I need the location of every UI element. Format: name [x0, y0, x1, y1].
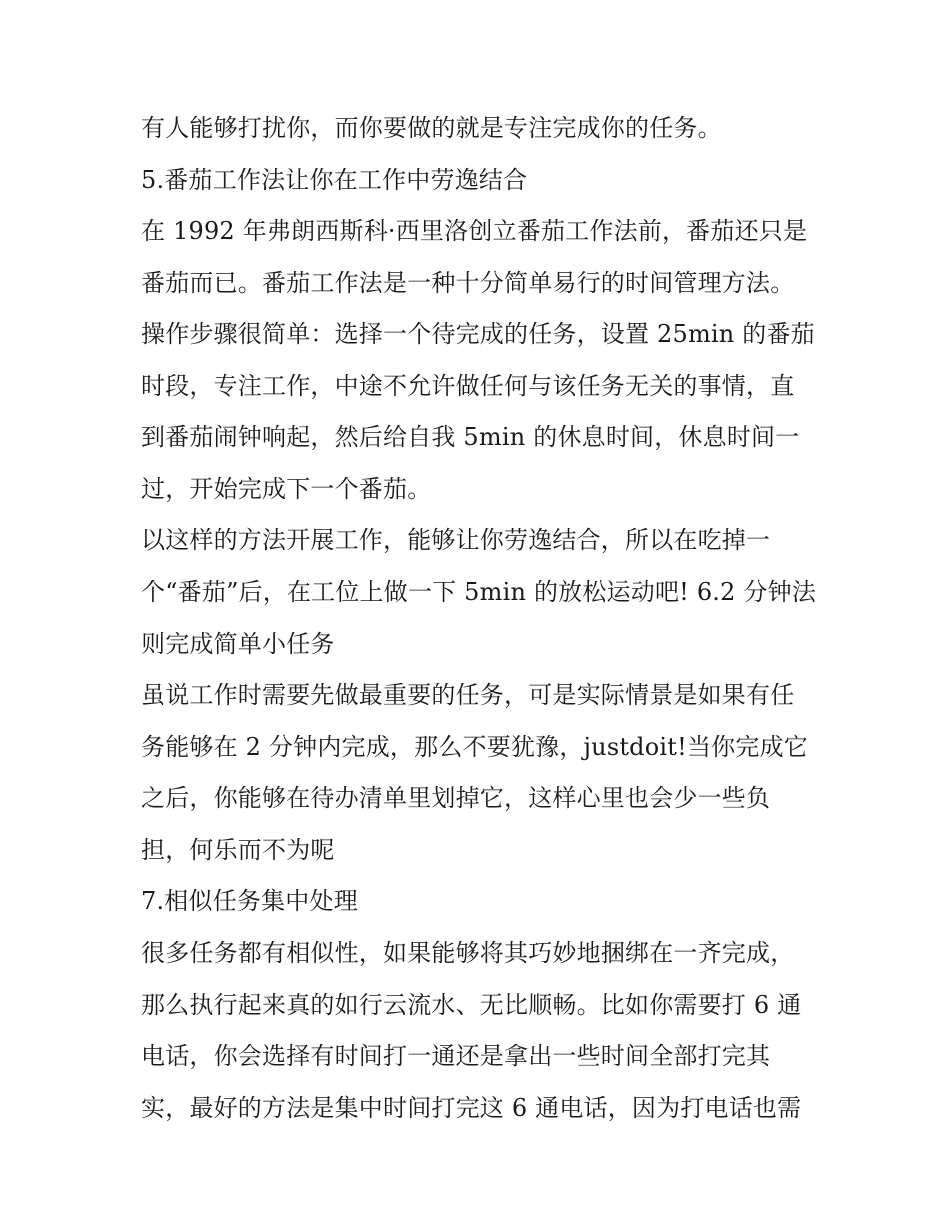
text-line: 操作步骤很简单：选择一个待完成的任务，设置 25min 的番茄 — [141, 320, 815, 348]
text-line: 务能够在 2 分钟内完成，那么不要犹豫，justdoit!当你完成它 — [141, 733, 808, 761]
text-line: 个“番茄”后，在工位上做一下 5min 的放松运动吧! 6.2 分钟法 — [141, 578, 817, 606]
text-line: 虽说工作时需要先做最重要的任务，可是实际情景是如果有任 — [141, 681, 795, 709]
text-line: 很多任务都有相似性，如果能够将其巧妙地捆绑在一齐完成， — [141, 939, 795, 967]
text-line: 电话，你会选择有时间打一通还是拿出一些时间全部打完其 — [141, 1042, 771, 1070]
text-line: 时段，专注工作，中途不允许做任何与该任务无关的事情，直 — [141, 372, 795, 400]
text-line: 过，开始完成下一个番茄。 — [141, 475, 432, 503]
text-line: 那么执行起来真的如行云流水、无比顺畅。比如你需要打 6 通 — [141, 991, 802, 1019]
text-line: 之后，你能够在待办清单里划掉它，这样心里也会少一些负 — [141, 784, 771, 812]
text-line: 在 1992 年弗朗西斯科·西里洛创立番茄工作法前，番茄还只是 — [141, 217, 808, 245]
text-line: 番茄而已。番茄工作法是一种十分简单易行的时间管理方法。 — [141, 269, 795, 297]
text-line: 到番茄闹钟响起，然后给自我 5min 的休息时间，休息时间一 — [141, 423, 800, 451]
section-heading: 5.番茄工作法让你在工作中劳逸结合 — [141, 166, 528, 194]
section-heading: 7.相似任务集中处理 — [141, 887, 358, 915]
text-line: 以这样的方法开展工作，能够让你劳逸结合，所以在吃掉一 — [141, 526, 771, 554]
text-line: 则完成简单小任务 — [141, 630, 335, 658]
text-line: 实，最好的方法是集中时间打完这 6 通电话，因为打电话也需 — [141, 1094, 802, 1122]
text-line: 担，何乐而不为呢 — [141, 836, 335, 864]
text-line: 有人能够打扰你，而你要做的就是专注完成你的任务。 — [141, 114, 722, 142]
